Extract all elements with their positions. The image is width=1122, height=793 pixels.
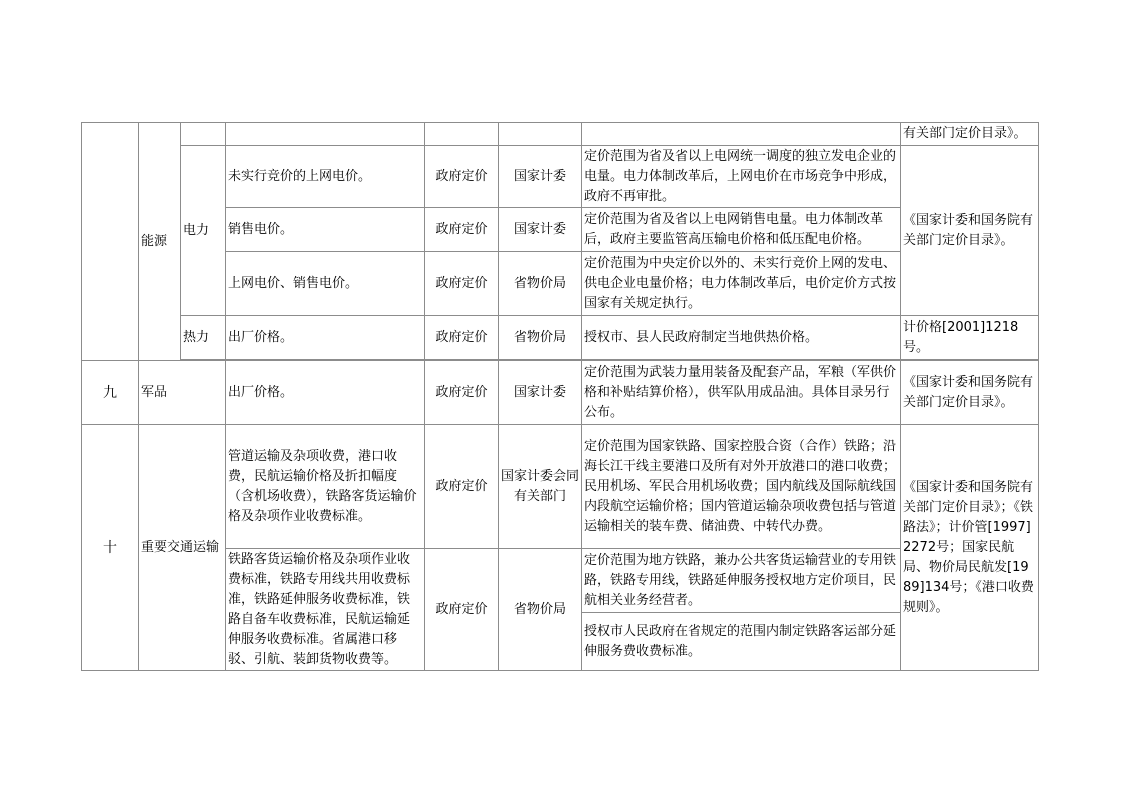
category-cell: 能源: [139, 123, 181, 361]
scope-cell: 授权市人民政府在省规定的范围内制定铁路客运部分延伸服务费收费标准。: [582, 613, 901, 671]
table-row: [82, 425, 1039, 549]
item-cell: 铁路客货运输价格及杂项作业收费标准，铁路专用线共用收费标准，铁路延伸服务收费标准，铁路自备车收费标准，民航运输延伸服务收费标准。省属港口移驳、引航、装卸货物收费等。: [226, 549, 425, 671]
department-cell: 国家计委: [499, 361, 582, 425]
department-cell: [499, 123, 582, 146]
table-row: [82, 123, 1039, 146]
department-cell: 省物价局: [499, 252, 582, 316]
item-cell: 出厂价格。: [226, 316, 425, 360]
subcategory-cell: 电力: [181, 146, 226, 316]
number-cell: 九: [82, 361, 139, 425]
form-cell: 政府定价: [425, 208, 499, 252]
basis-cell: 《国家计委和国务院有关部门定价目录》。: [901, 146, 1039, 316]
table-row: [82, 316, 1039, 360]
basis-cell: 《国家计委和国务院有关部门定价目录》；《铁路法》；计价管[1997]2272号；国家民航局、物价局民航发[1989]134号；《港口收费规则》。: [901, 425, 1039, 671]
form-cell: 政府定价: [425, 316, 499, 360]
subcategory-cell: 热力: [181, 316, 226, 360]
table-row: [82, 252, 1039, 316]
form-cell: [425, 123, 499, 146]
item-cell: 出厂价格。: [226, 361, 425, 425]
table-row: [82, 146, 1039, 208]
item-cell: 未实行竞价的上网电价。: [226, 146, 425, 208]
form-cell: 政府定价: [425, 425, 499, 549]
basis-cell: 有关部门定价目录》。: [901, 123, 1039, 146]
scope-cell: 定价范围为地方铁路，兼办公共客货运输营业的专用铁路，铁路专用线，铁路延伸服务授权地方定价项目，民航相关业务经营者。: [582, 549, 901, 613]
scope-cell: 定价范围为国家铁路、国家控股合资（合作）铁路；沿海长江干线主要港口及所有对外开放港口的港口收费；民用机场、军民合用机场收费；国内航线及国际航线国内段航空运输价格；国内管道运输杂项收费包括与管道运输相关的装车费、储油费、中转代办费。: [582, 425, 901, 549]
category-cell: 军品: [139, 361, 226, 425]
department-cell: 国家计委: [499, 146, 582, 208]
item-cell: 上网电价、销售电价。: [226, 252, 425, 316]
scope-cell: 定价范围为省及省以上电网统一调度的独立发电企业的电量。电力体制改革后，上网电价在市场竞争中形成，政府不再审批。: [582, 146, 901, 208]
item-cell: [226, 123, 425, 146]
form-cell: 政府定价: [425, 361, 499, 425]
scope-cell: [582, 123, 901, 146]
scope-cell: 定价范围为中央定价以外的、未实行竞价上网的发电、供电企业电量价格；电力体制改革后，电价定价方式按国家有关规定执行。: [582, 252, 901, 316]
table-row: [82, 361, 1039, 425]
item-cell: 销售电价。: [226, 208, 425, 252]
department-cell: 省物价局: [499, 549, 582, 671]
category-cell: 重要交通运输: [139, 425, 226, 671]
department-cell: 国家计委: [499, 208, 582, 252]
basis-cell: 计价格[2001]1218号。: [901, 316, 1039, 360]
item-cell: 管道运输及杂项收费，港口收费，民航运输价格及折扣幅度（含机场收费），铁路客货运输价格及杂项作业收费标准。: [226, 425, 425, 549]
number-cell: 十: [82, 425, 139, 671]
scope-cell: 定价范围为省及省以上电网销售电量。电力体制改革后，政府主要监管高压输电价格和低压配电价格。: [582, 208, 901, 252]
subcategory-cell: [181, 123, 226, 146]
form-cell: 政府定价: [425, 549, 499, 671]
department-cell: 国家计委会同有关部门: [499, 425, 582, 549]
scope-cell: 授权市、县人民政府制定当地供热价格。: [582, 316, 901, 360]
basis-cell: 《国家计委和国务院有关部门定价目录》。: [901, 361, 1039, 425]
price-catalog-table: [81, 122, 1039, 671]
scope-cell: 定价范围为武装力量用装备及配套产品，军粮（军供价格和补贴结算价格），供军队用成品油。具体目录另行公布。: [582, 361, 901, 425]
department-cell: 省物价局: [499, 316, 582, 360]
table-row: [82, 549, 1039, 613]
form-cell: 政府定价: [425, 146, 499, 208]
form-cell: 政府定价: [425, 252, 499, 316]
number-cell: [82, 123, 139, 361]
table-row: [82, 208, 1039, 252]
